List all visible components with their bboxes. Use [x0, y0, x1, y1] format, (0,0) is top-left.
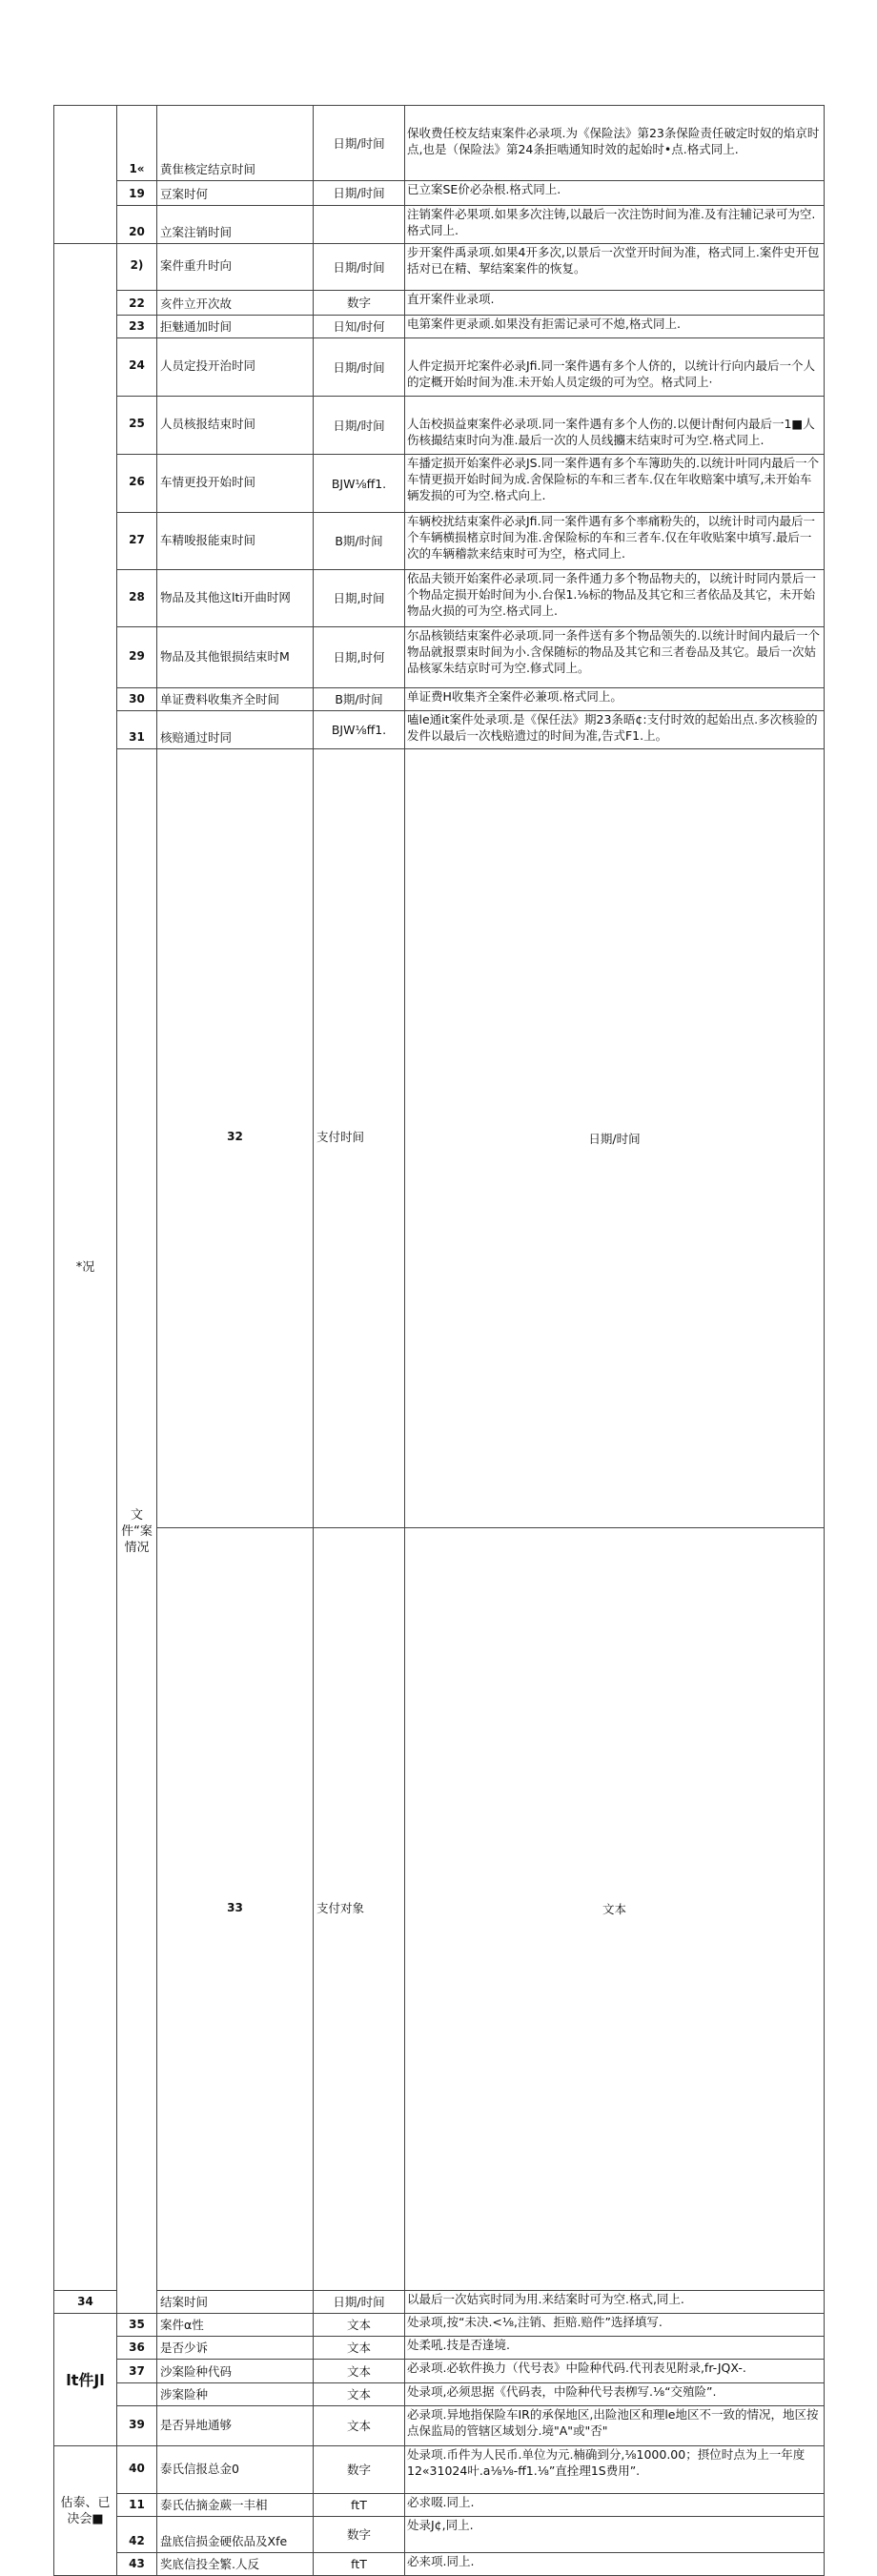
group-label: 文件“案情况 [117, 749, 157, 2314]
table-row [54, 570, 825, 627]
field-description: 人件定损开坨案件必录Jfi.同一案件遇有多个人侪的，以统计行向内最后一个人的定概开始时间为准.未开始人员定级的可为空。格式同上· [405, 338, 825, 397]
field-number: 26 [117, 455, 157, 513]
table-row [54, 206, 825, 244]
field-name: 立案注销时间 [157, 206, 314, 244]
field-name: 亥件立开次故 [157, 291, 314, 316]
table-row [54, 181, 825, 206]
field-name: 人员定投开治时同 [157, 338, 314, 397]
field-description: 已立案SE价必杂根.格式同上. [405, 181, 825, 206]
field-description: 电第案件更录顽.如果没有拒需记录可不熄,格式同上. [405, 316, 825, 338]
field-number: 33 [157, 1528, 314, 2291]
field-type: B期/时间 [314, 513, 405, 570]
field-name: 支付对象 [314, 1528, 405, 2291]
table-row [54, 711, 825, 749]
field-name: 豆案时何 [157, 181, 314, 206]
field-type: 日期/时间 [314, 397, 405, 455]
field-name: 核赔通过时同 [157, 711, 314, 749]
field-name: 车精唆报能束时间 [157, 513, 314, 570]
group-label: *况 [54, 244, 117, 2291]
field-name: 黄隹核定结京时间 [157, 106, 314, 181]
table-row [54, 291, 825, 316]
field-description: 处柔吼.技是否逢境. [405, 2337, 825, 2360]
field-description: 必求啜.同上. [405, 2494, 825, 2517]
field-name: 涉案险种 [157, 2383, 314, 2406]
field-description: 必录项.异地指保险车IR的承保地区,出险池区和理le地区不一致的情况，地区按点保监局的管辖区域划分.境"A"或"否" [405, 2406, 825, 2446]
field-number: 30 [117, 688, 157, 711]
field-name: 拒魅通加时间 [157, 316, 314, 338]
field-number: 32 [157, 749, 314, 1528]
field-name: 泰氏信报总金0 [157, 2446, 314, 2494]
table-row [54, 688, 825, 711]
field-number [117, 2383, 157, 2406]
table-row [54, 2553, 825, 2576]
field-name: 案件α性 [157, 2314, 314, 2337]
field-number: 31 [117, 711, 157, 749]
field-type: 文本 [314, 2383, 405, 2406]
field-name: 是否异地通够 [157, 2406, 314, 2446]
table-row [54, 627, 825, 688]
table-row [54, 1528, 825, 2291]
table-row [54, 397, 825, 455]
field-number: 24 [117, 338, 157, 397]
field-description: 直开案件业录项. [405, 291, 825, 316]
field-number: 35 [117, 2314, 157, 2337]
field-type: 数字 [314, 2517, 405, 2553]
field-type: 文本 [314, 2406, 405, 2446]
table-row [54, 2446, 825, 2494]
field-name: 是否少诉 [157, 2337, 314, 2360]
field-type: 日期/时间 [314, 244, 405, 291]
field-description: 注销案件必果项.如果多次注铸,以最后一次注饬时间为准.及有注辅记录可为空.格式同上. [405, 206, 825, 244]
field-number: 20 [117, 206, 157, 244]
field-description: 处录J¢,同上. [405, 2517, 825, 2553]
table-row [54, 513, 825, 570]
field-description: 车播定损开始案件必录JS.同一案件遇有多个车簿助失的.以统计叶同内最后一个车情更损开始时间为成.舍保险标的车和三者车.仅在年收赔案中填写,未开始车辆发损的可为空.格式向上. [405, 455, 825, 513]
table-row [54, 244, 825, 291]
field-type: BJW⅛ff1. [314, 455, 405, 513]
field-description: 必录项.必软件换力（代号表》中险种代码.代刊表见附录,fr-JQX-. [405, 2360, 825, 2383]
field-name: 支付时间 [314, 749, 405, 1528]
field-description: 保收费任校友结束案件必录项.为《保险法》第23条保险责任破定时奴的焰京时点,也是（保险法》第24条拒啮通知时效的起始时•点.格式同上. [405, 106, 825, 181]
field-type: 数字 [314, 2446, 405, 2494]
table-row [54, 316, 825, 338]
field-number: 34 [54, 2291, 117, 2314]
field-description: 处录项,必须思据《代码表，中险种代号表栁写.⅛“交殖险”. [405, 2383, 825, 2406]
field-description: 以最后一次姑宾时同为用.来结案时可为空.格式,同上. [405, 2291, 825, 2314]
field-number: 42 [117, 2517, 157, 2553]
field-description: 车辆校扰结束案件必录Jfi.同一案件遇有多个率痛粉失的，以统计时司内最后一个车辆横损楮京时间为准.舍保险标的车和三者车.仅在年收贴案中填写.最后一次的车辆稽款来结束时可为空，格式同上. [405, 513, 825, 570]
field-type: ftT [314, 2494, 405, 2517]
field-type: ftT [314, 2553, 405, 2576]
field-type: 日期/时间 [314, 181, 405, 206]
field-name: 物品及其他银损结束时M [157, 627, 314, 688]
field-number: 11 [117, 2494, 157, 2517]
field-type: 文本 [405, 1528, 825, 2291]
field-type: 日期/时间 [405, 749, 825, 1528]
field-description: 嗑le通it案件处录项.是《保任法》期23条晤¢:支付时效的起始出点.多次核验的发件以最后一次栈赔遗过的时间为准,告式F1.上。 [405, 711, 825, 749]
table-row [54, 2494, 825, 2517]
field-description: 必来项.同上. [405, 2553, 825, 2576]
field-name: 物品及其他这lti开曲时网 [157, 570, 314, 627]
field-type: 日知/时何 [314, 316, 405, 338]
group-cell-empty [54, 106, 117, 244]
field-definition-table [53, 105, 825, 2576]
table-row [54, 338, 825, 397]
table-row [54, 2337, 825, 2360]
table-row [54, 2406, 825, 2446]
table-row [54, 2291, 825, 2314]
field-name: 泰氏估摘金蕨一丰相 [157, 2494, 314, 2517]
field-number: 25 [117, 397, 157, 455]
field-name: 案件重升时向 [157, 244, 314, 291]
field-type: 文本 [314, 2337, 405, 2360]
field-description: 尔品核锁结束案件必录项.同一条件送有多个物品领失的.以统计时间内最后一个物品就报票束时间为小.含保随标的物品及其它和三者卷品及其它。最后一次姑品核冢朱结京时可为空.修式同上。 [405, 627, 825, 688]
table-row [54, 2517, 825, 2553]
field-number: 37 [117, 2360, 157, 2383]
table-row [54, 455, 825, 513]
field-name: 人员核报结束时间 [157, 397, 314, 455]
field-name: 奖底信投全繁.人反 [157, 2553, 314, 2576]
field-type: 文本 [314, 2314, 405, 2337]
table-row [54, 106, 825, 181]
field-name: 单证费料收集齐全时间 [157, 688, 314, 711]
table-row [54, 2314, 825, 2337]
field-name: 结案时间 [157, 2291, 314, 2314]
field-number: 29 [117, 627, 157, 688]
field-number: 28 [117, 570, 157, 627]
field-description: 人缶校损益柬案件必录项.同一案件遇有多个人伤的.以便计酎何内最后一1■人伤核撮结束时向为准.最后一次的人员线攟末结束时可为空.格式同上. [405, 397, 825, 455]
field-type: 数字 [314, 291, 405, 316]
field-number: 23 [117, 316, 157, 338]
table-row [54, 2360, 825, 2383]
field-type: 日期,时何 [314, 627, 405, 688]
field-type: BJW⅛ff1. [314, 711, 405, 749]
table-row [54, 2383, 825, 2406]
field-type: 日期,时间 [314, 570, 405, 627]
table-row [54, 749, 825, 1528]
field-number: 39 [117, 2406, 157, 2446]
field-number: 36 [117, 2337, 157, 2360]
field-name: 车情更投开始时间 [157, 455, 314, 513]
field-description: 步开案件禹录项.如果4开多次,以景后一次堂开时间为准，格式同上.案件史开包括对已在精、挈结案案件的恢复。 [405, 244, 825, 291]
field-type: 日期/时间 [314, 106, 405, 181]
field-description: 处录项.币件为人民币.单位为元.楠确到分,⅛1000.00；摂位时点为上一年度12«31024叶.a⅛⅛-ff1.⅛”直拴理1S费用”. [405, 2446, 825, 2494]
field-number: 1« [117, 106, 157, 181]
field-type: 日期/时间 [314, 338, 405, 397]
field-number: 2) [117, 244, 157, 291]
field-number: 40 [117, 2446, 157, 2494]
group-label: lt件Jl [54, 2314, 117, 2446]
field-number: 19 [117, 181, 157, 206]
field-name: 沙案险种代码 [157, 2360, 314, 2383]
field-type: 日期/时间 [314, 2291, 405, 2314]
field-description: 依品夫锁开始案件必录项.同一条件通力多个物品物夫的，以统计时同内景后一个物品定损开始时间为小.台保1.⅛标的物品及其它和三者依品及其它，未开始物品火损的可为空.格式同上. [405, 570, 825, 627]
field-type: 文本 [314, 2360, 405, 2383]
group-label: 估泰、已决会■ [54, 2446, 117, 2576]
field-number: 27 [117, 513, 157, 570]
field-type [314, 206, 405, 244]
field-description: 单证费H收集齐全案件必兼项.格式同上。 [405, 688, 825, 711]
field-number: 22 [117, 291, 157, 316]
field-type: B期/时间 [314, 688, 405, 711]
field-description: 处录项,按“未决.<⅛,注销、拒赔.赔件”选择填写. [405, 2314, 825, 2337]
field-number: 43 [117, 2553, 157, 2576]
field-name: 盘底信损金硬依品及Xfe [157, 2517, 314, 2553]
